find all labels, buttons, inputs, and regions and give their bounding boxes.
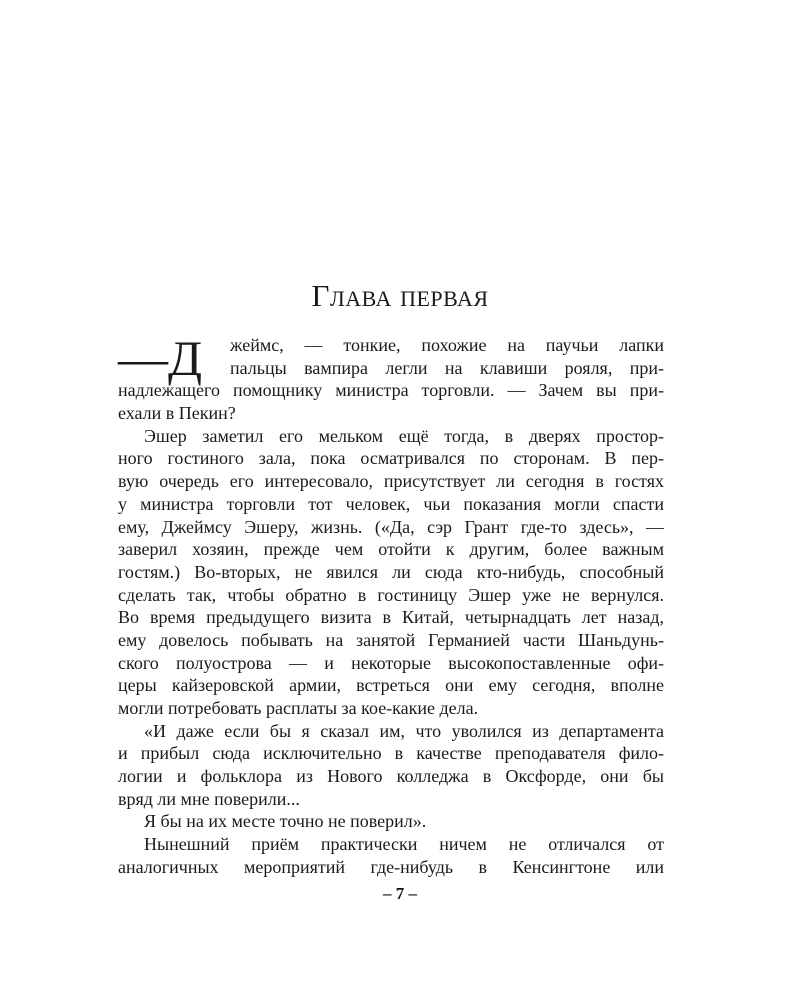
text-line: пальцы вампира легли на клавиши рояля, при-	[230, 357, 664, 378]
text-line: Нынешний приём практически ничем не отличался от	[144, 834, 664, 855]
text-line: ехали в Пекин?	[118, 403, 236, 424]
text-line: Эшер заметил его мельком ещё тогда, в дверях простор-	[144, 425, 664, 446]
text-line: жеймс, — тонкие, похожие на паучьи лапки	[230, 335, 664, 355]
text-lines	[118, 330, 664, 879]
text-line: Во время предыдущего визита в Китай, четырнадцать лет назад,	[118, 607, 664, 628]
text-line: ного гостиного зала, пока осматривался по сторонам. В пер-	[118, 448, 664, 469]
text-line: логии и фольклора из Нового колледжа в Оксфорде, они бы	[118, 766, 664, 787]
opening-paragraph	[118, 330, 664, 879]
drop-cap: —Д	[118, 330, 203, 386]
text-line: аналогичных мероприятий где-нибудь в Кенсингтоне или	[118, 856, 664, 877]
text-line: гостям.) Во-вторых, не явился ли сюда кто-нибудь, способный	[118, 561, 664, 582]
text-line: заверил хозяин, прежде чем отойти к другим, более важным	[118, 539, 664, 560]
chapter-title: Глава первая	[311, 278, 489, 313]
chapter-text	[118, 330, 664, 879]
text-line: могли потребовать расплаты за кое-какие дела.	[118, 698, 479, 718]
text-line: вряд ли мне поверили...	[118, 788, 300, 809]
text-line: и прибыл сюда исключительно в качестве преподавателя фило-	[118, 743, 664, 764]
text-line: «И даже если бы я сказал им, что уволился из департамента	[144, 720, 664, 741]
page-number: – 7 –	[383, 884, 417, 903]
text-line: надлежащего помощнику министра торговли. — Зачем вы при-	[118, 380, 664, 401]
text-line: церы кайзеровской армии, встреться они ему сегодня, вполне	[118, 675, 664, 696]
text-line: Я бы на их месте точно не поверил».	[144, 811, 427, 832]
text-line: ского полуострова — и некоторые высокопоставленные офи-	[118, 652, 664, 673]
text-line: вую очередь его интересовало, присутствует ли сегодня в гостях	[118, 471, 664, 492]
text-line: ему довелось побывать на занятой Германией части Шаньдунь-	[118, 629, 664, 650]
text-line: ему, Джеймсу Эшеру, жизнь. («Да, сэр Грант где-то здесь», —	[118, 516, 664, 537]
text-line: у министра торговли тот человек, чьи показания могли спасти	[118, 493, 664, 514]
text-line: сделать так, чтобы обратно в гостиницу Эшер уже не вернулся.	[118, 584, 664, 605]
